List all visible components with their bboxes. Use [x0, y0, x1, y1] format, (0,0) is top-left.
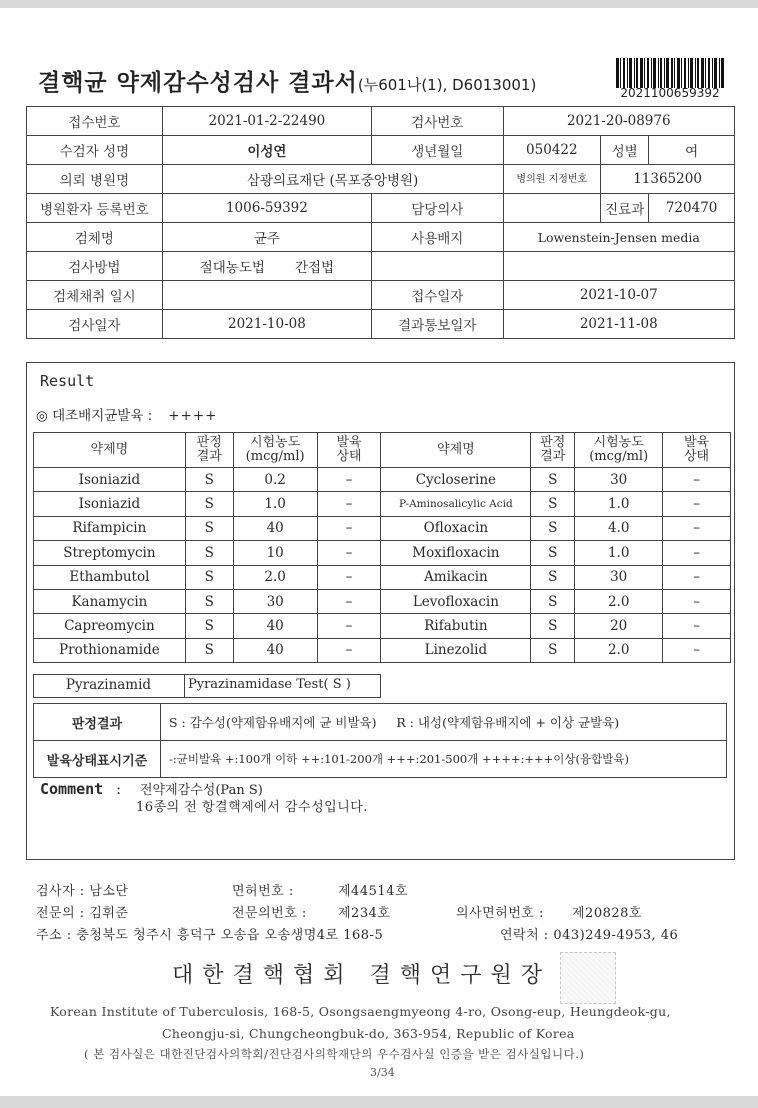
doctor-name — [503, 194, 601, 223]
judge-result: S — [185, 589, 233, 613]
received-date: 2021-10-07 — [503, 281, 734, 310]
birth-date: 050422 — [503, 136, 601, 165]
judge-result: S — [531, 468, 575, 492]
growth-status: – — [317, 589, 381, 613]
test-concentration: 1.0 — [233, 492, 317, 516]
hospital-code: 11365200 — [601, 165, 735, 194]
table-row — [34, 589, 731, 613]
drug-name: Moxifloxacin — [381, 541, 531, 565]
table-row — [34, 516, 731, 540]
sex-label: 성별 — [601, 136, 649, 165]
comment-colon: : — [116, 780, 122, 798]
organization-name: 대한결핵협회 결핵연구원장 — [172, 963, 552, 988]
dept-label: 진료과 — [601, 194, 649, 223]
test-concentration: 1.0 — [575, 492, 663, 516]
license-label: 면허번호 : — [232, 884, 294, 899]
table-row — [34, 541, 731, 565]
patient-info-table — [26, 106, 735, 339]
legend-judge-r: R : 내성(약제함유배지에 + 이상 균발육) — [396, 715, 620, 730]
specimen-label: 검체명 — [27, 223, 163, 252]
test-concentration: 0.2 — [233, 468, 317, 492]
drug-name: Rifampicin — [34, 516, 186, 540]
judge-result: S — [531, 589, 575, 613]
judge-result: S — [185, 468, 233, 492]
drug-name: Ethambutol — [34, 565, 186, 589]
receipt-no-label: 접수번호 — [27, 107, 163, 136]
growth-status: – — [317, 638, 381, 662]
name-label: 수검자 성명 — [27, 136, 163, 165]
sex: 여 — [649, 136, 735, 165]
table-row — [34, 492, 731, 516]
physician-no-label: 의사면허번호 : — [456, 906, 544, 921]
tested-date: 2021-10-08 — [162, 310, 371, 339]
growth-status: – — [663, 468, 731, 492]
table-row — [34, 638, 731, 662]
test-concentration: 40 — [233, 614, 317, 638]
form-code: (누601나(1), D6013001) — [357, 76, 537, 94]
comment-line-2: 16종의 전 항결핵제에서 감수성입니다. — [136, 800, 368, 815]
test-concentration: 10 — [233, 541, 317, 565]
drug-table — [33, 432, 731, 663]
drug-name: Kanamycin — [34, 589, 186, 613]
growth-status: – — [317, 614, 381, 638]
method-label: 검사방법 — [27, 252, 163, 281]
test-no: 2021-20-08976 — [503, 107, 734, 136]
judge-result: S — [185, 638, 233, 662]
drug-name: Capreomycin — [34, 614, 186, 638]
specialist: 전문의 : 김휘준 — [36, 906, 129, 921]
test-concentration: 2.0 — [575, 638, 663, 662]
col-growth: 발육 상태 — [317, 433, 381, 468]
test-concentration: 2.0 — [575, 589, 663, 613]
method — [162, 252, 371, 281]
top-margin — [0, 0, 758, 8]
drug-name: Rifabutin — [381, 614, 531, 638]
growth-status: – — [663, 614, 731, 638]
medium: Lowenstein-Jensen media — [503, 223, 734, 252]
dept: 720470 — [649, 194, 735, 223]
col-conc: 시험농도 (mcg/ml) — [233, 433, 317, 468]
growth-status: – — [663, 541, 731, 565]
growth-status: – — [317, 541, 381, 565]
address: 주소 : 충청북도 청주시 흥덕구 오송읍 오송생명4로 168-5 — [36, 928, 384, 943]
drug-name: P-Aminosalicylic Acid — [381, 492, 531, 516]
col-growth: 발육 상태 — [663, 433, 731, 468]
physician-number: 제20828호 — [572, 906, 642, 921]
empty-cell — [503, 252, 734, 281]
table-row — [34, 468, 731, 492]
received-label: 접수일자 — [372, 281, 504, 310]
judge-result: S — [531, 541, 575, 565]
legend-growth-label: 발육상태표시기준 — [34, 741, 161, 778]
test-concentration: 30 — [575, 468, 663, 492]
specialist-number: 제234호 — [338, 906, 391, 921]
table-row — [34, 614, 731, 638]
judge-result: S — [185, 541, 233, 565]
judge-result: S — [531, 492, 575, 516]
patient-name: 이성연 — [162, 136, 371, 165]
col-conc: 시험농도 (mcg/ml) — [575, 433, 663, 468]
patient-reg-label: 병원환자 등록번호 — [27, 194, 163, 223]
license-number: 제44514호 — [338, 884, 408, 899]
growth-status: – — [663, 492, 731, 516]
bottom-margin — [0, 1096, 758, 1108]
birth-label: 생년월일 — [372, 136, 504, 165]
growth-status: – — [317, 468, 381, 492]
legend-judge-label: 판정결과 — [34, 704, 161, 741]
col-drug: 약제명 — [381, 433, 531, 468]
medium-label: 사용배지 — [372, 223, 504, 252]
table-row — [34, 565, 731, 589]
doctor-label: 담당의사 — [372, 194, 504, 223]
page-number: 3/34 — [370, 1066, 395, 1079]
comment-label: Comment — [40, 780, 104, 798]
drug-name: Levofloxacin — [381, 589, 531, 613]
growth-status: – — [317, 565, 381, 589]
drug-name: Streptomycin — [34, 541, 186, 565]
barcode-number: 2021100659392 — [620, 86, 720, 100]
col-drug: 약제명 — [34, 433, 186, 468]
official-seal-icon — [560, 952, 616, 1004]
judge-result: S — [185, 492, 233, 516]
test-concentration: 30 — [233, 589, 317, 613]
empty-cell — [372, 252, 504, 281]
judge-result: S — [531, 638, 575, 662]
drug-name: Amikacin — [381, 565, 531, 589]
growth-status: – — [663, 638, 731, 662]
method-absolute: 절대농도법 — [199, 260, 265, 276]
patient-reg-no: 1006-59392 — [162, 194, 371, 223]
judge-result: S — [185, 565, 233, 589]
receipt-no: 2021-01-2-22490 — [162, 107, 371, 136]
english-address-2: Cheongju-si, Chungcheongbuk-do, 363-954, Republic of Korea — [162, 1026, 575, 1041]
test-concentration: 20 — [575, 614, 663, 638]
growth-status: – — [663, 516, 731, 540]
comment-line-1: 전약제감수성(Pan S) — [140, 783, 263, 798]
collection-date — [162, 281, 371, 310]
drug-name: Isoniazid — [34, 492, 186, 516]
test-concentration: 30 — [575, 565, 663, 589]
col-judge: 판정 결과 — [185, 433, 233, 468]
drug-name: Ofloxacin — [381, 516, 531, 540]
legend-judge-text — [161, 704, 727, 741]
tested-label: 검사일자 — [27, 310, 163, 339]
growth-status: – — [317, 516, 381, 540]
control-growth — [36, 404, 217, 424]
collection-label: 검체채취 일시 — [27, 281, 163, 310]
result-title: Result — [40, 372, 95, 390]
drug-name: Cycloserine — [381, 468, 531, 492]
pyrazinamide-label: Pyrazinamid — [33, 674, 185, 698]
document-title: 결핵균 약제감수성검사 결과서(누601나(1), D6013001) — [38, 70, 537, 96]
test-concentration: 1.0 — [575, 541, 663, 565]
english-address-1: Korean Institute of Tuberculosis, 168-5, Osongsaengmyeong 4-ro, Osong-eup, Heungdeok-gu, — [50, 1004, 671, 1019]
test-concentration: 40 — [233, 516, 317, 540]
growth-status: – — [663, 589, 731, 613]
hospital-label: 의뢰 병원명 — [27, 165, 163, 194]
specimen: 균주 — [162, 223, 371, 252]
legend-judge-s: S : 감수성(약제함유배지에 균 비발육) — [169, 715, 377, 730]
judge-result: S — [531, 516, 575, 540]
contact: 연락처 : 043)249-4953, 46 — [500, 928, 679, 943]
hospital-name: 삼광의료재단 (목포중앙병원) — [162, 165, 503, 194]
control-label: ◎ 대조배지균발육 : — [36, 408, 153, 424]
judge-result: S — [185, 614, 233, 638]
growth-status: – — [317, 492, 381, 516]
test-concentration: 4.0 — [575, 516, 663, 540]
judge-result: S — [531, 614, 575, 638]
col-judge: 판정 결과 — [531, 433, 575, 468]
control-value: ++++ — [168, 408, 218, 424]
judge-result: S — [531, 565, 575, 589]
legend-growth-text: -:균비발육 +:100개 이하 ++:101-200개 +++:201-500개 ++++:+++이상(융합발육) — [161, 741, 727, 778]
specialist-no-label: 전문의번호 : — [232, 906, 307, 921]
examiner: 검사자 : 남소단 — [36, 884, 129, 899]
test-no-label: 검사번호 — [372, 107, 504, 136]
judge-result: S — [185, 516, 233, 540]
drug-name: Linezolid — [381, 638, 531, 662]
certification-note: ( 본 검사실은 대한진단검사의학회/진단검사의학재단의 우수검사실 인증을 받은 검사실입니다.) — [84, 1047, 585, 1061]
reported-date: 2021-11-08 — [503, 310, 734, 339]
legend-table — [33, 703, 727, 778]
growth-status: – — [663, 565, 731, 589]
hospital-code-label: 병의원 지정번호 — [503, 165, 601, 194]
pyrazinamide-result: Pyrazinamidase Test( S ) — [188, 677, 351, 692]
drug-name: Prothionamide — [34, 638, 186, 662]
test-concentration: 40 — [233, 638, 317, 662]
test-concentration: 2.0 — [233, 565, 317, 589]
reported-label: 결과통보일자 — [372, 310, 504, 339]
method-indirect: 간접법 — [294, 260, 335, 276]
drug-name: Isoniazid — [34, 468, 186, 492]
